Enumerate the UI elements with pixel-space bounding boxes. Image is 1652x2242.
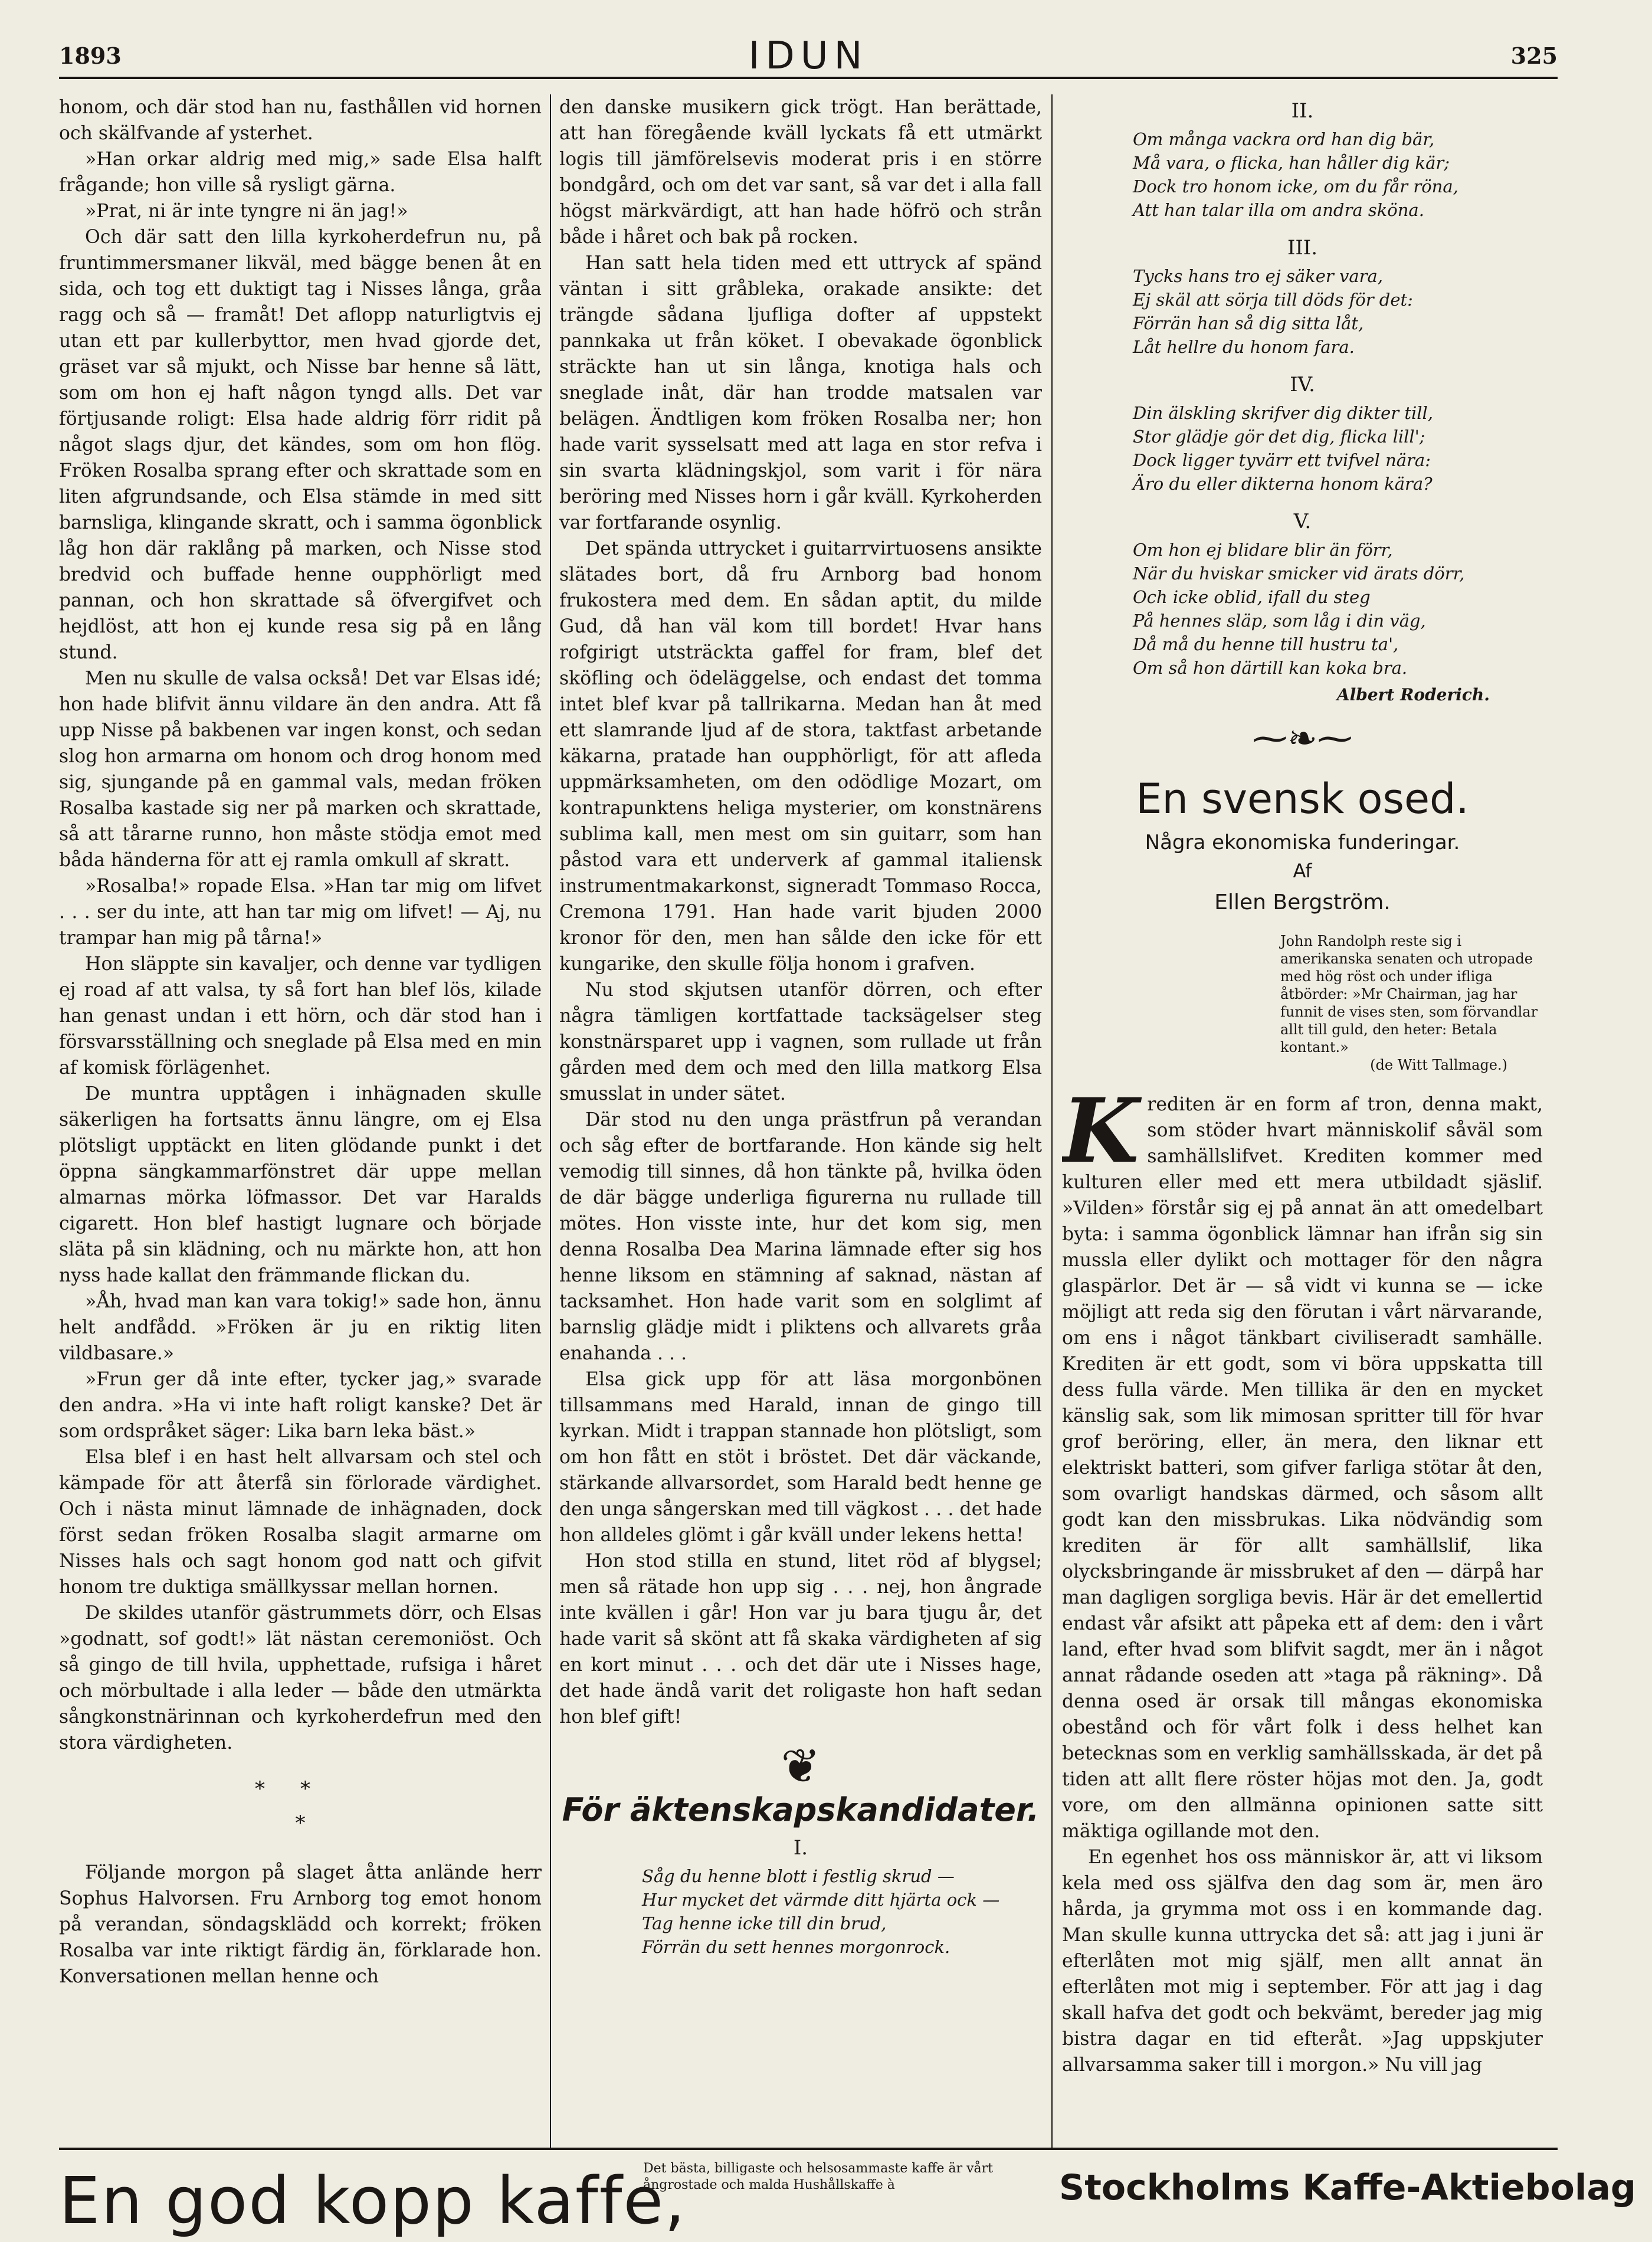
column-divider-2 [1051,94,1053,2148]
paragraph: Det spända uttrycket i guitarrvirtuosens ansikte slätades bort, då fru Arnborg bad honom frukostera med dem. En sådan aptit, du milde Gud, då han väl kom till bordet! Hvar hans rofgirigt utsträckta gaffel for fram, blef det sköfling och ödeläggelse, och endast det tomma intet blef kvar på tallrikarna. Medan han åt med ett slamrande ljud af de stora, taktfast arbetande käkarna, pratade han oupphörligt, för att afleda uppmärksamheten, om den odödlige Mozart, om kontrapunktens heliga mysterier, om konstnärens sublima kall, men mest om sin guitarr, som han påstod vara ett underverk af gammal italiensk instrumentmakarkonst, signeradt Tommaso Rocca, Cremona 1791. Han hade varit bjuden 2000 kronor för den, men han sålde den icke för ett kungarike, den skulle följa honom i grafven. [559,538,1042,975]
section-break-star: * [295,1811,306,1835]
advertisement-headline: En god kopp kaffe, [59,2163,687,2238]
poem-line: Ej skäl att sörja till döds för det: [1133,290,1413,310]
paragraph: Där stod nu den unga prästfrun på verandan och såg efter de bortfarande. Hon kände sig helt vemodig till sinnes, då hon tänkte på, hvilka öden de där bägge underliga figurerna nu rullade till mötes. Hon visste inte, hur det kom sig, men denna Rosalba Dea Marina lämnade efter sig hos henne liksom en stämning af saknad, nästan af tacksamhet. Hon hade varit som en solglimt af barnslig glädje midt i pliktens och allvarets gråa enahanda . . . [559,1109,1042,1364]
paragraph: Hon stod stilla en stund, litet röd af blygsel; men så rätade hon upp sig . . . nej, hon ångrade inte kvällen i går! Hon var ju bara tjugu år, det hade varit så skönt att få skaka värdigheten af sig en kort minut . . . och det där ute i Nisses hage, det hade ändå varit det roligaste hon haft sedan hon blef gift! [559,1551,1042,1728]
paragraph: Nu stod skjutsen utanför dörren, och efter några tämligen kortfattade tacksägelser steg konstnärsparet upp i vagnen, som rullade ut från gården med dem och med den lilla matkorg Elsa smusslat in under sätet. [559,979,1042,1104]
paragraph: »Rosalba!» ropade Elsa. »Han tar mig om lifvet . . . ser du inte, att han tar mig om lifvet! — Aj, nu trampar han mig på tårna!» [59,876,542,949]
poem-stanza [1062,538,1543,680]
page-header [59,34,1558,77]
header-year: 1893 [59,42,122,69]
article-title: En svensk osed. [1136,775,1469,823]
epigraph-source: (de Witt Tallmage.) [1370,1057,1507,1073]
poem-section-number: V. [1293,510,1312,533]
paragraph: Följande morgon på slaget åtta anlände herr Sophus Halvorsen. Fru Arnborg tog emot honom på verandan, söndagsklädd och korrekt; fröken Rosalba var inte riktigt färdig än, förklarade hon. Konversationen mellan henne och [59,1862,542,1987]
poem-line: På hennes släp, som låg i din väg, [1133,611,1426,631]
poem-line: Att han talar illa om andra sköna. [1133,200,1424,220]
poem-author: Albert Roderich. [1336,685,1490,704]
poem-line: Tycks hans tro ej säker vara, [1133,266,1383,286]
column-1 [59,94,542,2148]
divider-ornament-icon: ⁓❧⁓ [1252,718,1353,759]
paragraph: »Frun ger då inte efter, tycker jag,» svarade den andra. »Ha vi inte haft roligt kanske? Det är som ordspråket säger: Lika barn leka bäst.» [59,1369,542,1442]
paragraph: »Han orkar aldrig med mig,» sade Elsa halft frågande; hon ville så rysligt gärna. [59,149,542,196]
poem-line: Din älskling skrifver dig dikter till, [1133,403,1434,423]
poem-line: Om många vackra ord han dig bär, [1133,129,1435,149]
poem-line: Stor glädje gör det dig, flicka lill'; [1133,427,1425,447]
header-title: IDUN [748,34,868,78]
column-2 [559,94,1042,2030]
header-page-number: 325 [1510,42,1558,69]
paragraph: Hon släppte sin kavaljer, och denne var tydligen ej road af att valsa, ty så fort han blef lös, kilade han genast undan i ett hörn, och där stod han i försvarsställning och sneglade på Elsa med en min af komisk förlägenhet. [59,953,542,1079]
article-subtitle: Några ekonomiska funderingar. [1145,831,1460,854]
article-author: Ellen Bergström. [1214,890,1391,914]
section-break-stars: ** [255,1777,346,1801]
poem-line: Må vara, o flicka, han håller dig kär; [1133,153,1450,173]
epigraph-text: John Randolph reste sig i amerikanska senaten och utropade med hög röst och under ifliga åtbörder: »Mr Chairman, jag har funnit de vises sten, som förvandlar allt till guld, den heter: Betala kontant.» [1280,933,1538,1056]
poem-stanza [1062,401,1543,496]
advertisement-company: Stockholms Kaffe-Aktiebolag [1059,2167,1636,2208]
paragraph: honom, och där stod han nu, fasthållen vid hornen och skälfvande af ysterhet. [59,97,542,144]
poem-stanza [559,1864,1042,1959]
footer-rule [59,2148,1558,2150]
paragraph: Elsa gick upp för att läsa morgonbönen tillsammans med Harald, innan de gingo till kyrkan. Midt i trappan stannade hon plötsligt, som om hon fått en stöt i bröstet. Det där väckande, stärkande allvarsordet, som Harald bedt henne ge den unga sångerskan med till vägkost . . . det hade hon alldeles glömt i går kväll under lekens hetta! [559,1369,1042,1546]
poem-line: När du hviskar smicker vid ärats dörr, [1133,563,1465,584]
poem-line: Förrän du sett hennes morgonrock. [642,1937,950,1957]
column-divider-1 [550,94,551,2148]
paragraph: den danske musikern gick trögt. Han berättade, att han föregående kväll lyckats få ett utmärkt logis till jämförelsevis moderat pris i en större bondgård, och om det var sant, så var det i alla fall högst märkvärdigt, att han hade höfrö och strån både i håret och bak på rocken. [559,97,1042,248]
poem-line: Äro du eller dikterna honom kära? [1133,474,1433,494]
poem-line: Då må du henne till hustru ta', [1133,634,1399,654]
floral-ornament-icon: ❦ [781,1739,821,1794]
paragraph: Men nu skulle de valsa också! Det var Elsas idé; hon hade blifvit ännu vildare än den andra. Att få upp Nisse på bakbenen var ingen konst, och sedan slog hon armarna om honom och drog honom med sig, sjungande på en gammal vals, medan fröken Rosalba kastade sig ner på marken och skrattade, så att tårarne runno, hon måste stödja emot med båda händerna för att ej ramla omkull af skratt. [59,668,542,871]
poem-stanza [1062,264,1543,359]
poem-line: Om så hon därtill kan koka bra. [1133,658,1408,678]
paragraph: »Prat, ni är inte tyngre ni än jag!» [85,201,408,222]
poem-line: Låt hellre du honom fara. [1133,337,1355,357]
article-paragraph: En egenhet hos oss människor är, att vi liksom kela med oss själfva den dag som är, men äro hårda, ja grymma mot oss i en kommande dag. Man skulle kunna uttrycka det så: att jag i juni är efterlåten mot mig själf, men allt annat än efterlåten mot mig i september. För att jag i dag skall hafva det godt och bekvämt, bereder jag mig bistra dagar en tid efteråt. »Jag uppskjuter allvarsamma saker till i morgon.» Nu vill jag [1062,1847,1543,2076]
poem-section-number: III. [1287,236,1318,260]
advertisement-text: Det bästa, billigaste och helsosammaste kaffe är vårt ångrostade och malda Hushållskaffe à [643,2161,993,2192]
poem-section-number: IV. [1290,373,1315,396]
drop-cap: K [1062,1079,1139,1183]
paragraph: »Åh, hvad man kan vara tokig!» sade hon, ännu helt andfådd. »Fröken är ju en riktig liten vildbasare.» [59,1291,542,1364]
poem-section-number: I. [793,1836,808,1860]
article-paragraph-text: rediten är en form af tron, denna makt, som stöder hvart människolif såväl som samhällslifvet. Krediten kommer med kulturen eller med ett mera utbildadt sjäslif. »Vilden» förstår sig ej på annat än att omedelbart byta: i samma ögonblick lämnar han ifrån sig sin mussla eller dylikt och mottager för den några glaspärlor. Det är — så vidt vi kunna se — icke möjligt att reda sig den förutan i vårt närvarande, om ens i något tänkbart civiliseradt samhälle. Krediten är ett godt, som vi böra uppskatta till dess fulla värde. Men tillika är den en mycket känslig sak, som lik mimosan spritter till för hvar grof beröring, eller, än mera, den liknar ett elektriskt batteri, som gifver farliga stötar åt den, som ovarligt handskas därmed, och såsom allt godt kan den missbrukas. Lika nödvändig som krediten är för allt samhällslif, lika olycksbringande är missbruket af den — därpå har man dagligen sorgliga bevis. Här är det emellertid endast vår afsikt att påpeka ett af dem: den i vårt land, efter hvad som blifvit sagdt, mer än i något annat rådande oseden att »taga på räkning». Då denna osed är orsak till mångas ekonomiska obestånd och för vårt folk i dess helhet kan betecknas som en verklig samhällsskada, är det på tiden att allt flere röster höjas mot den. Ja, godt vore, om den allmänna opinionen satte sitt mäktiga ogillande mot den. [1062,1094,1543,1842]
paragraph: Elsa blef i en hast helt allvarsam och stel och kämpade för att återfå sin förlorade värdighet. Och i nästa minut lämnade de inhägnaden, dock först sedan fröken Rosalba slagit armarne om Nisses hals och sagt honom god natt och gifvit honom tre duktiga smällkyssar mellan hornen. [59,1447,542,1598]
poem-line: Förrän han så dig sitta låt, [1133,313,1364,333]
poem-line: Dock tro honom icke, om du får röna, [1133,176,1458,196]
poem-stanza [1062,127,1543,222]
poem-line: Dock ligger tyvärr ett tvifvel nära: [1133,450,1431,470]
poem-line: Såg du henne blott i festlig skrud — [642,1866,955,1886]
paragraph: Och där satt den lilla kyrkoherdefrun nu, på fruntimmersmaner likväl, med bägge benen åt en sida, och tog ett duktigt tag i Nisses långa, gråa ragg och så — framåt! Det aflopp naturligtvis ej utan ett par kullerbyttor, men hvad gjorde det, gräset var så mjukt, och Nisse bar henne så lätt, som om hon ej haft någon tyngd alls. Det var förtjusande roligt: Elsa hade aldrig förr ridit på något slags djur, det kändes, som om hon flög. Fröken Rosalba sprang efter och skrattade som en liten afgrundsande, och Elsa stämde in med sitt barnsliga, klingande skratt, och i samma ögonblick låg hon där raklång på marken, och Nisse stod bredvid och buffade henne oupphörligt med pannan, och hon skrattade så öfvergifvet och hejdlöst, att hon ej kunde resa sig på en lång stund. [59,227,542,663]
poem-section-number: II. [1291,99,1314,123]
article-paragraph [1062,1079,1543,1844]
column-3 [1062,94,1543,2078]
epigraph [1062,932,1543,1074]
poem-line: Om hon ej blidare blir än förr, [1133,540,1393,560]
paragraph: De muntra upptågen i inhägnaden skulle säkerligen ha fortsatts ännu längre, om ej Elsa plötsligt upptäckt en liten glödande punkt i det öppna sängkammarfönstret där uppe mellan almarnas mörka löfmassor. Det var Haralds cigarett. Hon blef hastigt lugnare och började släta på sin klädning, och nu märkte hon, att hon nyss hade kallat den främmande flickan du. [59,1083,542,1286]
article-byline-af: Af [1293,860,1312,882]
poem-line: Hur mycket det värmde ditt hjärta ock — [642,1890,1000,1910]
header-rule [59,77,1558,79]
paragraph: Han satt hela tiden med ett uttryck af spänd väntan i sitt gråbleka, orakade ansikte: det trängde sådana ljufliga dofter af uppstekt pannkaka ut från köket. I obevakade ögonblick sträckte han ut sin långa, knotiga hals och sneglade inåt, där han trodde matsalen var belägen. Ändtligen kom fröken Rosalba ner; hon hade varit sysselsatt med att laga en stor refva i sin svarta klädningskjol, som varit i för nära beröring med Nisses horn i går kväll. Kyrkoherden var fortfarande osynlig. [559,253,1042,533]
paragraph: De skildes utanför gästrummets dörr, och Elsas »godnatt, sof godt!» lät nästan ceremoniöst. Och så gingo de till hvila, upphettade, rufsiga i håret och mörbultade i alla leder — både den utmärkta sångkonstnärinnan och kyrkoherdefrun med den stora värdigheten. [59,1602,542,1753]
poem-line: Tag henne icke till din brud, [642,1913,887,1933]
poem-title: För äktenskapskandidater. [562,1791,1040,1828]
poem-line: Och icke oblid, ifall du steg [1133,587,1371,607]
